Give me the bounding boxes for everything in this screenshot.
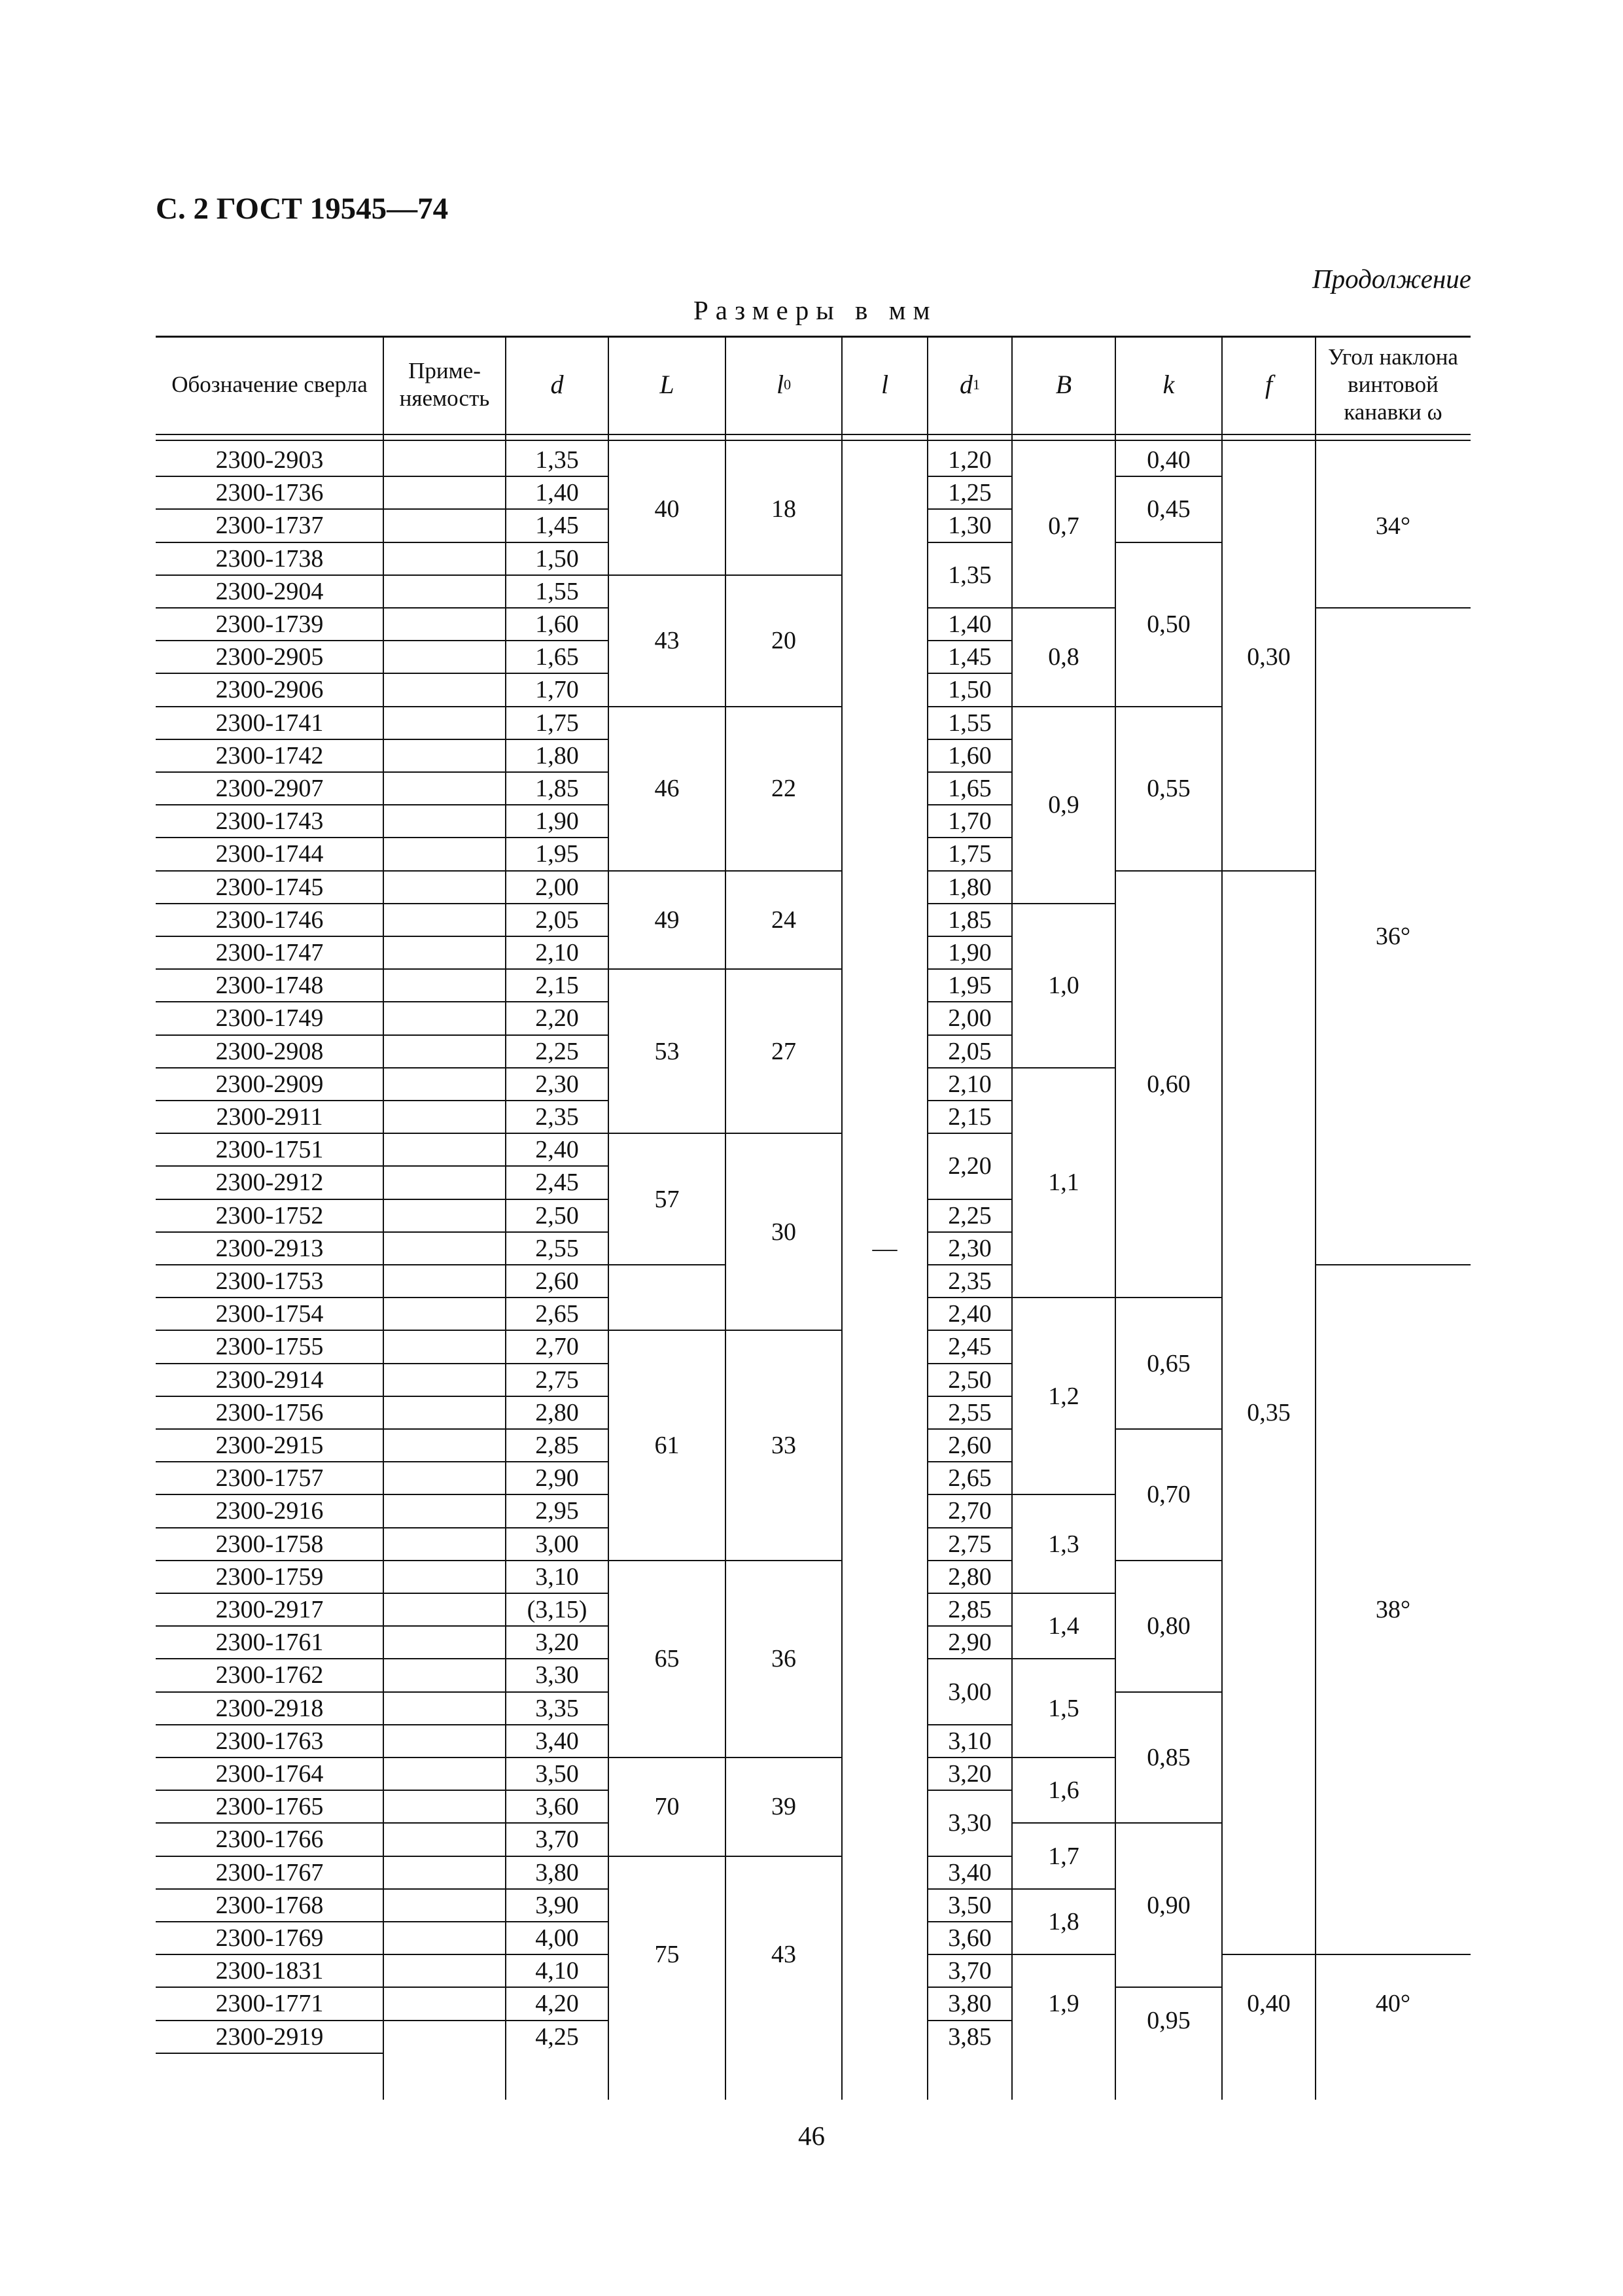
- table-cell-designation: 2300-1756: [215, 1398, 324, 1426]
- table-cell-d: 2,95: [535, 1497, 579, 1525]
- table-cell-d1: 1,45: [948, 643, 992, 671]
- table-rule: [725, 336, 726, 2100]
- table-cell-d1: 2,05: [948, 1037, 992, 1065]
- table-cell-B: 1,7: [1048, 1842, 1079, 1870]
- table-cell-d1: 2,80: [948, 1563, 992, 1591]
- table-cell-k: 0,55: [1147, 775, 1191, 803]
- table-cell-l0: 20: [771, 627, 796, 655]
- table-cell-d: 1,35: [535, 446, 579, 474]
- table-cell-designation: 2300-1771: [215, 1990, 324, 2018]
- table-cell-k: 0,90: [1147, 1891, 1191, 1919]
- table-cell-designation: 2300-1763: [215, 1727, 324, 1755]
- table-cell-d1: 1,55: [948, 709, 992, 737]
- table-cell-d1: 1,50: [948, 676, 992, 704]
- table-cell-d1: 2,50: [948, 1366, 992, 1394]
- table-rule: [608, 336, 609, 2100]
- table-cell-d: 2,65: [535, 1300, 579, 1328]
- header-l0: [728, 338, 839, 431]
- table-cell-designation: 2300-1831: [215, 1957, 324, 1985]
- table-cell-d1: 1,70: [948, 807, 992, 836]
- table-cell-designation: 2300-1737: [215, 512, 324, 540]
- table-cell-L: 49: [654, 906, 680, 934]
- table-cell-l0: 43: [771, 1941, 796, 1969]
- table-cell-designation: 2300-1747: [215, 939, 324, 967]
- drill-dimensions-table: [156, 336, 1471, 2100]
- table-cell-d: 2,75: [535, 1366, 579, 1394]
- table-cell-designation: 2300-1758: [215, 1530, 324, 1558]
- table-cell-f: 0,35: [1247, 1398, 1291, 1426]
- table-cell-d: 1,85: [535, 775, 579, 803]
- table-cell-d: 1,70: [535, 676, 579, 704]
- table-cell-d: 1,40: [535, 479, 579, 507]
- table-cell-designation: 2300-1738: [215, 544, 324, 573]
- table-cell-d: (3,15): [527, 1596, 587, 1624]
- table-cell-d: 4,00: [535, 1924, 579, 1952]
- table-cell-designation: 2300-1757: [215, 1464, 324, 1492]
- table-cell-designation: 2300-2904: [215, 577, 324, 605]
- table-cell-designation: 2300-1745: [215, 873, 324, 901]
- table-cell-L: 46: [654, 775, 680, 803]
- table-cell-d1: 3,50: [948, 1891, 992, 1919]
- table-cell-designation: 2300-2909: [215, 1070, 324, 1098]
- page-number: 46: [798, 2121, 825, 2151]
- table-cell-k: 0,45: [1147, 495, 1191, 523]
- table-cell-B: 1,5: [1048, 1694, 1079, 1722]
- table-cell-d1: 2,25: [948, 1201, 992, 1229]
- table-cell-designation: 2300-1748: [215, 972, 324, 1000]
- table-cell-designation: 2300-1759: [215, 1563, 324, 1591]
- page-title: С. 2 ГОСТ 19545—74: [156, 192, 449, 226]
- table-rule: [927, 336, 928, 2100]
- table-cell-L: 53: [654, 1037, 680, 1065]
- table-cell-d1: 2,15: [948, 1103, 992, 1131]
- table-cell-d: 3,80: [535, 1858, 579, 1886]
- table-cell-L: 57: [654, 1185, 680, 1213]
- table-cell-d: 3,20: [535, 1629, 579, 1657]
- table-cell-d1: 2,85: [948, 1596, 992, 1624]
- table-cell-B: 0,8: [1048, 643, 1079, 671]
- table-rule: [156, 440, 1471, 441]
- table-cell-angle: 40°: [1375, 1990, 1411, 2018]
- table-cell-designation: 2300-1765: [215, 1793, 324, 1821]
- table-cell-L: 43: [654, 627, 680, 655]
- table-cell-d: 3,90: [535, 1891, 579, 1919]
- table-cell-d: 1,45: [535, 512, 579, 540]
- table-cell-d1: 1,85: [948, 906, 992, 934]
- table-cell-d: 2,05: [535, 906, 579, 934]
- table-cell-designation: 2300-1741: [215, 709, 324, 737]
- table-cell-d: 3,40: [535, 1727, 579, 1755]
- table-cell-d1: 2,75: [948, 1530, 992, 1558]
- table-cell-d: 1,80: [535, 741, 579, 769]
- table-cell-designation: 2300-1744: [215, 840, 324, 868]
- table-cell-l0: 18: [771, 495, 796, 523]
- table-cell-B: 1,9: [1048, 1990, 1079, 2018]
- table-cell-designation: 2300-1736: [215, 479, 324, 507]
- table-cell-L: 65: [654, 1645, 680, 1673]
- table-cell-l0: 36: [771, 1645, 796, 1673]
- table-cell-d: 1,50: [535, 544, 579, 573]
- continuation-label: Продолжение: [1312, 264, 1471, 294]
- table-cell-designation: 2300-1769: [215, 1924, 324, 1952]
- table-cell-designation: 2300-1764: [215, 1760, 324, 1788]
- header-l: l: [881, 370, 889, 399]
- table-cell-angle: 34°: [1375, 512, 1411, 540]
- table-cell-d1: 3,85: [948, 2022, 992, 2051]
- table-cell-designation: 2300-1739: [215, 610, 324, 639]
- table-cell-B: 1,0: [1048, 972, 1079, 1000]
- table-cell-d: 2,45: [535, 1169, 579, 1197]
- header-B: B: [1055, 370, 1072, 399]
- table-cell-l0: 39: [771, 1793, 796, 1821]
- table-cell-angle: 36°: [1375, 923, 1411, 950]
- table-cell-designation: 2300-1743: [215, 807, 324, 836]
- table-cell-designation: 2300-2916: [215, 1497, 324, 1525]
- table-cell-d: 2,25: [535, 1037, 579, 1065]
- table-cell-designation: 2300-2903: [215, 446, 324, 474]
- table-cell-d: 2,15: [535, 972, 579, 1000]
- table-cell-k: 0,85: [1147, 1743, 1191, 1771]
- table-cell-designation: 2300-1752: [215, 1201, 324, 1229]
- table-cell-d1: 2,20: [948, 1152, 992, 1180]
- table-cell-d1: 2,70: [948, 1497, 992, 1525]
- table-cell-d: 1,75: [535, 709, 579, 737]
- table-cell-d1: 2,45: [948, 1333, 992, 1361]
- table-cell-L: 40: [654, 495, 680, 523]
- header-d1-subscript: 1: [973, 376, 980, 393]
- table-rule: [1011, 336, 1013, 2100]
- table-cell-d: 3,30: [535, 1661, 579, 1689]
- table-cell-d: 2,10: [535, 939, 579, 967]
- table-cell-d: 3,35: [535, 1694, 579, 1722]
- table-cell-designation: 2300-1754: [215, 1300, 324, 1328]
- table-cell-angle: 38°: [1375, 1596, 1411, 1624]
- header-d: d: [550, 370, 564, 399]
- table-cell-d1: 1,60: [948, 741, 992, 769]
- table-cell-k: 0,50: [1147, 610, 1191, 639]
- table-cell-f: 0,30: [1247, 643, 1291, 671]
- table-cell-k: 0,70: [1147, 1481, 1191, 1509]
- table-rule: [608, 1264, 725, 1265]
- table-cell-d: 2,50: [535, 1201, 579, 1229]
- table-cell-d1: 1,40: [948, 610, 992, 639]
- table-cell-designation: 2300-1768: [215, 1891, 324, 1919]
- table-cell-f: 0,40: [1247, 1990, 1291, 2018]
- table-cell-designation: 2300-1751: [215, 1136, 324, 1164]
- table-cell-d1: 3,10: [948, 1727, 992, 1755]
- table-cell-k: 0,60: [1147, 1070, 1191, 1098]
- table-cell-designation: 2300-2919: [215, 2022, 324, 2051]
- table-cell-d1: 3,30: [948, 1809, 992, 1837]
- table-cell-d1: 2,65: [948, 1464, 992, 1492]
- table-cell-d1: 1,90: [948, 939, 992, 967]
- table-cell-k: 0,95: [1147, 2006, 1191, 2034]
- table-cell-d1: 1,35: [948, 561, 992, 589]
- table-cell-designation: 2300-2908: [215, 1037, 324, 1065]
- table-cell-d: 2,30: [535, 1070, 579, 1098]
- table-cell-d1: 2,35: [948, 1267, 992, 1296]
- table-cell-d1: 1,65: [948, 775, 992, 803]
- table-cell-d1: 1,95: [948, 972, 992, 1000]
- table-rule: [383, 336, 384, 2100]
- table-cell-B: 1,2: [1048, 1382, 1079, 1410]
- table-cell-l0: 22: [771, 775, 796, 803]
- table-cell-designation: 2300-1755: [215, 1333, 324, 1361]
- header-l0-symbol: l: [776, 370, 784, 399]
- table-cell-B: 1,6: [1048, 1776, 1079, 1805]
- header-d1: [930, 338, 1009, 431]
- table-cell-d: 3,50: [535, 1760, 579, 1788]
- table-cell-designation: 2300-1761: [215, 1629, 324, 1657]
- table-cell-B: 0,9: [1048, 791, 1079, 819]
- table-cell-d1: 2,30: [948, 1234, 992, 1262]
- table-rule: [156, 434, 1471, 435]
- table-cell-d: 2,80: [535, 1398, 579, 1426]
- table-cell-designation: 2300-2917: [215, 1596, 324, 1624]
- table-cell-designation: 2300-2912: [215, 1169, 324, 1197]
- units-caption: Размеры в мм: [693, 295, 937, 325]
- table-cell-k: 0,40: [1147, 446, 1191, 474]
- table-cell-d1: 2,00: [948, 1004, 992, 1033]
- table-cell-k: 0,80: [1147, 1612, 1191, 1640]
- table-rule: [156, 336, 1471, 338]
- table-cell-L: 75: [654, 1941, 680, 1969]
- table-cell-designation: 2300-2907: [215, 775, 324, 803]
- table-cell-l0: 33: [771, 1432, 796, 1460]
- table-cell-d: 2,55: [535, 1234, 579, 1262]
- header-d1-symbol: d: [960, 370, 973, 399]
- table-cell-d: 1,55: [535, 577, 579, 605]
- table-cell-d: 2,00: [535, 873, 579, 901]
- table-cell-l: —: [872, 1234, 898, 1262]
- table-rule: [1115, 336, 1116, 2100]
- table-cell-designation: 2300-2911: [216, 1103, 323, 1131]
- table-cell-designation: 2300-2906: [215, 676, 324, 704]
- table-cell-d: 2,85: [535, 1432, 579, 1460]
- table-cell-d1: 3,70: [948, 1957, 992, 1985]
- table-cell-designation: 2300-2913: [215, 1234, 324, 1262]
- table-cell-designation: 2300-2914: [215, 1366, 324, 1394]
- table-cell-d1: 1,80: [948, 873, 992, 901]
- table-cell-d1: 3,40: [948, 1858, 992, 1886]
- table-cell-B: 1,8: [1048, 1907, 1079, 1935]
- table-cell-d1: 2,90: [948, 1629, 992, 1657]
- table-cell-d: 2,90: [535, 1464, 579, 1492]
- table-cell-d1: 1,25: [948, 479, 992, 507]
- table-cell-B: 0,7: [1048, 512, 1079, 540]
- header-f: f: [1265, 370, 1273, 399]
- table-cell-d1: 3,00: [948, 1678, 992, 1706]
- table-cell-d1: 1,30: [948, 512, 992, 540]
- table-cell-designation: 2300-1753: [215, 1267, 324, 1296]
- header-k: k: [1162, 370, 1175, 399]
- table-cell-l0: 30: [771, 1218, 796, 1246]
- table-cell-d: 4,10: [535, 1957, 579, 1985]
- table-cell-d: 3,70: [535, 1826, 579, 1854]
- table-rule: [505, 336, 506, 2100]
- table-cell-d: 3,60: [535, 1793, 579, 1821]
- table-cell-d: 1,65: [535, 643, 579, 671]
- table-cell-d1: 2,10: [948, 1070, 992, 1098]
- table-cell-designation: 2300-1742: [215, 741, 324, 769]
- table-cell-d: 2,60: [535, 1267, 579, 1296]
- table-cell-d: 3,10: [535, 1563, 579, 1591]
- table-cell-L: 61: [654, 1432, 680, 1460]
- table-cell-k: 0,65: [1147, 1349, 1191, 1377]
- table-cell-designation: 2300-2915: [215, 1432, 324, 1460]
- header-applicability: Приме-няемость: [399, 358, 490, 411]
- table-cell-d1: 2,60: [948, 1432, 992, 1460]
- table-cell-d: 1,95: [535, 840, 579, 868]
- table-rule: [1221, 336, 1223, 2100]
- table-cell-designation: 2300-2905: [215, 643, 324, 671]
- table-cell-d: 1,60: [535, 610, 579, 639]
- table-cell-B: 1,3: [1048, 1530, 1079, 1558]
- table-cell-designation: 2300-2918: [215, 1694, 324, 1722]
- table-cell-d1: 2,40: [948, 1300, 992, 1328]
- table-cell-d: 2,40: [535, 1136, 579, 1164]
- table-cell-l0: 27: [771, 1037, 796, 1065]
- table-cell-d: 3,00: [535, 1530, 579, 1558]
- table-cell-d: 4,20: [535, 1990, 579, 2018]
- table-cell-d: 1,90: [535, 807, 579, 836]
- header-angle: Угол наклона винтовой канавки ω: [1328, 344, 1458, 425]
- table-rule: [841, 336, 843, 2100]
- table-cell-designation: 2300-1746: [215, 906, 324, 934]
- table-cell-designation: 2300-1749: [215, 1004, 324, 1033]
- table-cell-B: 1,1: [1048, 1169, 1079, 1197]
- table-rule: [1315, 336, 1316, 2100]
- table-cell-d1: 2,55: [948, 1398, 992, 1426]
- table-cell-designation: 2300-1766: [215, 1826, 324, 1854]
- header-l0-subscript: 0: [784, 376, 792, 393]
- table-cell-d1: 3,60: [948, 1924, 992, 1952]
- table-cell-l0: 24: [771, 906, 796, 934]
- table-cell-d1: 1,20: [948, 446, 992, 474]
- table-cell-d: 2,70: [535, 1333, 579, 1361]
- table-cell-d1: 3,20: [948, 1760, 992, 1788]
- table-cell-designation: 2300-1767: [215, 1858, 324, 1886]
- table-cell-d: 2,20: [535, 1004, 579, 1033]
- table-cell-d: 2,35: [535, 1103, 579, 1131]
- table-cell-d1: 3,80: [948, 1990, 992, 2018]
- table-cell-designation: 2300-1762: [215, 1661, 324, 1689]
- header-L: L: [659, 370, 674, 399]
- table-cell-d: 4,25: [535, 2022, 579, 2051]
- table-cell-B: 1,4: [1048, 1612, 1079, 1640]
- header-designation: Обозначение сверла: [171, 372, 368, 397]
- table-cell-d1: 1,75: [948, 840, 992, 868]
- table-cell-L: 70: [654, 1793, 680, 1821]
